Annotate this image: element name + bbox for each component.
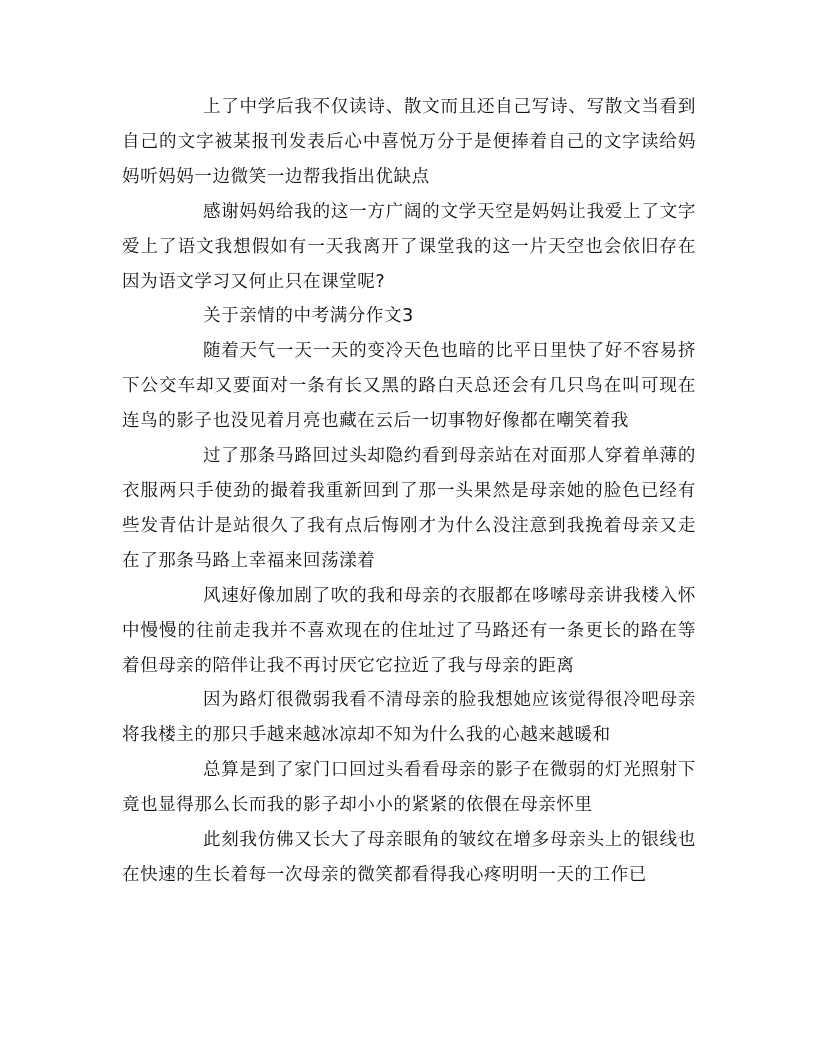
- section-heading: 关于亲情的中考满分作文3: [203, 306, 414, 327]
- paragraph: 因为路灯很微弱我看不清母亲的脸我想她应该觉得很冷吧母亲将我楼主的那只手越来越冰凉却不知为什么我的心越来越暖和: [122, 690, 696, 746]
- paragraph: 随着天气一天一天的变冷天色也暗的比平日里快了好不容易挤下公交车却又要面对一条有长又黑的路白天总还会有几只鸟在叫可现在连鸟的影子也没见着月亮也藏在云后一切事物好像都在嘲笑着我: [122, 341, 696, 432]
- document-body: [122, 90, 696, 893]
- paragraph: 总算是到了家门口回过头看看母亲的影子在微弱的灯光照射下竟也显得那么长而我的影子却小小的紧紧的依偎在母亲怀里: [122, 760, 696, 816]
- paragraph: 过了那条马路回过头却隐约看到母亲站在对面那人穿着单薄的衣服两只手使劲的撮着我重新回到了那一头果然是母亲她的脸色已经有些发青估计是站很久了我有点后悔刚才为什么没注意到我挽着母亲又走在了那条马路上幸福来回荡漾着: [122, 446, 696, 571]
- paragraph: 上了中学后我不仅读诗、散文而且还自己写诗、写散文当看到自己的文字被某报刊发表后心中喜悦万分于是便捧着自己的文字读给妈妈听妈妈一边微笑一边帮我指出优缺点: [122, 97, 696, 187]
- paragraph: 感谢妈妈给我的这一方广阔的文学天空是妈妈让我爱上了文字爱上了语文我想假如有一天我离开了课堂我的这一片天空也会依旧存在因为语文学习又何止只在课堂呢?: [122, 201, 696, 292]
- paragraph: 此刻我仿佛又长大了母亲眼角的皱纹在增多母亲头上的银线也在快速的生长着每一次母亲的微笑都看得我心疼明明一天的工作已: [122, 830, 696, 885]
- paragraph: 风速好像加剧了吹的我和母亲的衣服都在哆嗦母亲讲我楼入怀中慢慢的往前走我并不喜欢现在的住址过了马路还有一条更长的路在等着但母亲的陪伴让我不再讨厌它它拉近了我与母亲的距离: [122, 585, 696, 676]
